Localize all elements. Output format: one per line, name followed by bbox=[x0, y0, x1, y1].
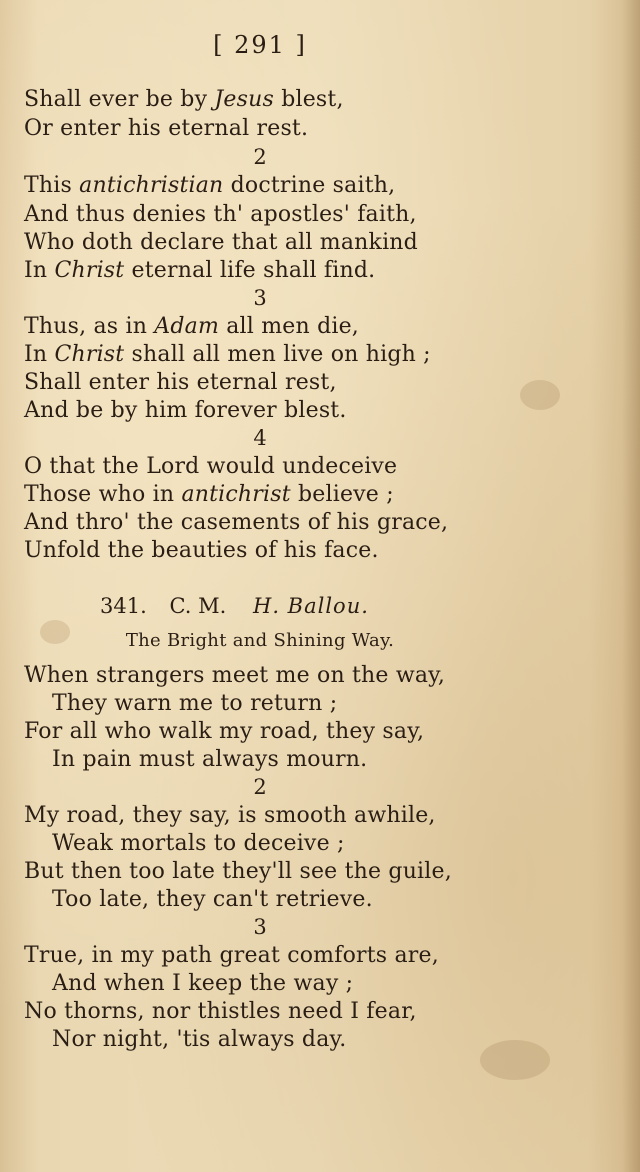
verse-line bbox=[52, 970, 353, 998]
verse-line bbox=[24, 998, 417, 1026]
verse-line bbox=[52, 830, 345, 858]
line-text: eternal life shall find. bbox=[124, 258, 376, 283]
line-text: When strangers meet me on the way, bbox=[24, 663, 446, 688]
verse-line bbox=[24, 662, 445, 690]
verse-line bbox=[24, 115, 308, 143]
verse-line bbox=[24, 718, 424, 746]
line-text: Those who in bbox=[24, 482, 182, 507]
verse-line bbox=[52, 746, 367, 774]
italic-word: Christ bbox=[54, 258, 125, 283]
verse-line bbox=[24, 509, 448, 537]
line-text: Unfold the beauties of his face. bbox=[24, 538, 379, 563]
italic-word: antichrist bbox=[181, 482, 291, 507]
hymn-author: H. Ballou. bbox=[253, 594, 369, 618]
verse-line bbox=[24, 397, 347, 425]
line-text: Shall enter his eternal rest, bbox=[24, 370, 337, 395]
verse-number: 2 bbox=[253, 145, 267, 169]
line-text: Shall ever be by bbox=[24, 87, 215, 112]
verse-number: 4 bbox=[253, 426, 267, 450]
line-text: In bbox=[24, 342, 55, 367]
page-number: [ 291 ] bbox=[213, 31, 307, 59]
line-text: all men die, bbox=[219, 314, 359, 339]
verse-number: 3 bbox=[253, 286, 267, 310]
verse-line bbox=[24, 369, 337, 397]
verse-line bbox=[52, 690, 337, 718]
verse-line bbox=[24, 858, 452, 886]
line-text: O that the Lord would undeceive bbox=[24, 454, 398, 479]
line-text: In pain must always mourn. bbox=[52, 747, 368, 772]
line-text: True, in my path great comforts are, bbox=[24, 943, 439, 968]
line-text: Too late, they can't retrieve. bbox=[52, 887, 373, 912]
line-text: Or enter his eternal rest. bbox=[24, 116, 309, 141]
hymn-title: The Bright and Shining Way. bbox=[125, 630, 395, 651]
line-text: And when I keep the way ; bbox=[52, 971, 354, 996]
line-text: Nor night, 'tis always day. bbox=[52, 1027, 347, 1052]
italic-word: Adam bbox=[154, 314, 220, 339]
line-text: believe ; bbox=[290, 482, 394, 507]
italic-word: Christ bbox=[54, 342, 125, 367]
line-text: They warn me to return ; bbox=[52, 691, 338, 716]
line-text: And thus denies th' apostles' faith, bbox=[24, 202, 417, 227]
hymn-number: 341. bbox=[100, 594, 147, 618]
verse-line bbox=[24, 802, 436, 830]
hymn-meter: C. M. bbox=[169, 594, 227, 618]
verse-line bbox=[24, 537, 379, 565]
verse-line bbox=[24, 201, 417, 229]
verse-line bbox=[24, 257, 375, 285]
italic-word: Jesus bbox=[214, 87, 274, 112]
verse-line bbox=[24, 453, 397, 481]
verse-line bbox=[24, 172, 395, 200]
line-text: And be by him forever blest. bbox=[24, 398, 347, 423]
verse-line bbox=[24, 313, 359, 341]
line-text: In bbox=[24, 258, 55, 283]
verse-number: 2 bbox=[253, 775, 267, 799]
verse-line bbox=[52, 886, 373, 914]
line-text: No thorns, nor thistles need I fear, bbox=[24, 999, 417, 1024]
italic-word: antichristian bbox=[79, 173, 224, 198]
line-text: For all who walk my road, they say, bbox=[24, 719, 425, 744]
line-text: shall all men live on high ; bbox=[124, 342, 431, 367]
verse-number: 3 bbox=[253, 915, 267, 939]
line-text: Thus, as in bbox=[24, 314, 155, 339]
verse-line bbox=[24, 86, 344, 114]
verse-line bbox=[24, 481, 394, 509]
verse-line bbox=[24, 341, 431, 369]
line-text: Weak mortals to deceive ; bbox=[52, 831, 345, 856]
line-text: My road, they say, is smooth awhile, bbox=[24, 803, 436, 828]
verse-line bbox=[24, 942, 439, 970]
hymn-heading bbox=[100, 592, 369, 620]
line-text: And thro' the casements of his grace, bbox=[24, 510, 449, 535]
line-text: blest, bbox=[274, 87, 344, 112]
line-text: But then too late they'll see the guile, bbox=[24, 859, 452, 884]
verse-line bbox=[52, 1026, 346, 1054]
verse-line bbox=[24, 229, 418, 257]
line-text: Who doth declare that all mankind bbox=[24, 230, 418, 255]
line-text: doctrine saith, bbox=[223, 173, 396, 198]
line-text: This bbox=[24, 173, 80, 198]
